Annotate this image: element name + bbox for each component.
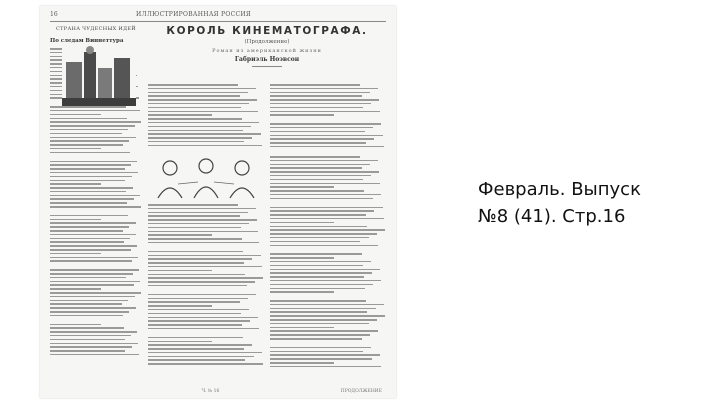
text-line bbox=[270, 338, 362, 340]
text-line bbox=[50, 354, 139, 356]
text-line bbox=[148, 242, 259, 244]
text-line bbox=[50, 249, 131, 251]
text-line bbox=[148, 348, 244, 350]
text-line bbox=[270, 245, 378, 247]
text-line bbox=[50, 125, 135, 127]
text-line bbox=[50, 245, 137, 247]
text-line bbox=[148, 234, 212, 236]
text-line bbox=[148, 212, 248, 214]
text-line bbox=[148, 251, 243, 253]
text-line bbox=[270, 171, 379, 173]
text-line bbox=[270, 323, 369, 325]
text-line bbox=[270, 95, 362, 97]
text-line bbox=[270, 107, 363, 109]
text-line bbox=[148, 324, 242, 326]
text-line bbox=[50, 137, 136, 139]
page-number: 16 bbox=[50, 11, 58, 18]
text-line bbox=[50, 106, 126, 108]
text-line bbox=[50, 273, 133, 275]
text-line bbox=[270, 218, 384, 220]
text-line bbox=[50, 284, 134, 286]
text-line bbox=[270, 280, 381, 282]
text-line bbox=[270, 311, 367, 313]
text-line bbox=[50, 215, 128, 217]
text-line bbox=[50, 164, 131, 166]
text-line bbox=[148, 99, 257, 101]
text-line bbox=[148, 328, 259, 330]
text-line bbox=[270, 84, 360, 86]
text-line bbox=[270, 229, 385, 231]
text-line bbox=[148, 88, 256, 90]
text-line bbox=[148, 141, 244, 143]
story-author: Габриэль Ноэвсон bbox=[234, 56, 300, 63]
text-line bbox=[148, 305, 212, 307]
text-line bbox=[270, 92, 370, 94]
text-line bbox=[270, 135, 383, 137]
text-line bbox=[270, 354, 380, 356]
text-line bbox=[50, 288, 101, 290]
text-line bbox=[50, 296, 135, 298]
text-line bbox=[50, 324, 101, 326]
text-line bbox=[50, 234, 136, 236]
text-line bbox=[270, 261, 371, 263]
text-line bbox=[50, 195, 140, 197]
text-line bbox=[148, 145, 262, 147]
text-line bbox=[148, 84, 238, 86]
text-line bbox=[148, 341, 212, 343]
text-line bbox=[148, 317, 258, 319]
text-line bbox=[50, 129, 128, 131]
text-line bbox=[50, 161, 137, 163]
header-rule bbox=[50, 21, 386, 22]
text-line bbox=[50, 144, 123, 146]
right-column-lower-text bbox=[270, 156, 386, 378]
slide-caption bbox=[478, 176, 714, 236]
text-line bbox=[50, 110, 140, 112]
text-line bbox=[148, 130, 243, 132]
figures-illustration bbox=[148, 154, 268, 200]
text-line bbox=[148, 277, 263, 279]
text-line bbox=[148, 227, 241, 229]
text-line bbox=[50, 180, 125, 182]
text-line bbox=[270, 315, 385, 317]
text-line bbox=[50, 311, 129, 313]
text-line bbox=[148, 114, 212, 116]
text-line bbox=[270, 319, 377, 321]
text-line bbox=[148, 137, 252, 139]
text-line bbox=[270, 103, 371, 105]
text-line bbox=[50, 226, 129, 228]
text-line bbox=[148, 281, 255, 283]
left-section-subheading: По следам Виннеттура bbox=[50, 38, 124, 44]
text-line bbox=[50, 281, 140, 283]
text-line bbox=[50, 303, 122, 305]
text-line bbox=[270, 222, 334, 224]
text-line bbox=[270, 186, 334, 188]
magazine-title: ИЛЛЮСТРИРОВАННАЯ РОССИЯ bbox=[136, 11, 252, 18]
text-line bbox=[50, 331, 137, 333]
text-line bbox=[148, 208, 256, 210]
text-line bbox=[270, 276, 364, 278]
footer-left: Ч. № 16 bbox=[201, 389, 220, 394]
text-line bbox=[50, 292, 141, 294]
story-genre: Роман из американской жизни bbox=[212, 48, 322, 54]
text-line bbox=[148, 111, 258, 113]
text-line bbox=[270, 131, 365, 133]
text-line bbox=[148, 231, 258, 233]
text-line bbox=[50, 346, 132, 348]
text-line bbox=[50, 335, 131, 337]
text-line bbox=[148, 118, 242, 120]
text-line bbox=[270, 183, 380, 185]
text-line bbox=[270, 127, 373, 129]
text-line bbox=[270, 210, 374, 212]
story-title: КОРОЛЬ КИНЕМАТОГРАФА. bbox=[166, 25, 368, 37]
text-line bbox=[270, 167, 362, 169]
text-line bbox=[270, 123, 381, 125]
text-line bbox=[148, 95, 240, 97]
text-line bbox=[50, 269, 139, 271]
text-line bbox=[50, 230, 123, 232]
text-line bbox=[50, 327, 124, 329]
running-head bbox=[50, 11, 386, 20]
middle-column-upper-text bbox=[148, 84, 264, 154]
text-line bbox=[50, 219, 101, 221]
text-line bbox=[270, 237, 369, 239]
text-line bbox=[148, 219, 257, 221]
text-line bbox=[270, 99, 379, 101]
right-column-upper-text bbox=[270, 84, 386, 154]
text-line bbox=[148, 313, 241, 315]
text-line bbox=[270, 334, 370, 336]
story-title-block bbox=[148, 24, 386, 82]
text-line bbox=[50, 118, 127, 120]
text-line bbox=[270, 362, 334, 364]
page-footer bbox=[202, 389, 382, 394]
text-line bbox=[270, 327, 334, 329]
text-line bbox=[50, 260, 132, 262]
text-line bbox=[270, 304, 384, 306]
magazine-page-scan bbox=[40, 6, 396, 398]
text-line bbox=[148, 285, 247, 287]
text-line bbox=[148, 266, 262, 268]
text-line bbox=[270, 88, 378, 90]
text-line bbox=[50, 191, 126, 193]
text-line bbox=[270, 226, 367, 228]
text-line bbox=[50, 206, 141, 208]
text-line bbox=[50, 168, 125, 170]
text-line bbox=[270, 198, 373, 200]
text-line bbox=[270, 194, 381, 196]
text-line bbox=[148, 262, 244, 264]
text-line bbox=[148, 122, 259, 124]
text-line bbox=[270, 111, 380, 113]
text-line bbox=[270, 257, 334, 259]
text-line bbox=[148, 204, 238, 206]
text-line bbox=[50, 315, 123, 317]
text-line bbox=[148, 126, 251, 128]
text-line bbox=[148, 103, 249, 105]
text-line bbox=[270, 366, 381, 368]
text-line bbox=[270, 253, 362, 255]
text-line bbox=[50, 307, 136, 309]
text-line bbox=[148, 223, 249, 225]
text-line bbox=[50, 343, 138, 345]
text-line bbox=[148, 92, 248, 94]
text-line bbox=[270, 308, 376, 310]
text-line bbox=[50, 114, 101, 116]
text-line bbox=[50, 198, 134, 200]
text-line bbox=[50, 339, 125, 341]
text-line bbox=[270, 114, 334, 116]
text-line bbox=[148, 363, 263, 365]
text-line bbox=[148, 298, 248, 300]
text-line bbox=[270, 291, 334, 293]
text-line bbox=[50, 241, 124, 243]
text-line bbox=[270, 272, 372, 274]
text-line bbox=[148, 258, 252, 260]
text-line bbox=[50, 257, 138, 259]
text-line bbox=[270, 190, 364, 192]
text-line bbox=[50, 350, 125, 352]
text-line bbox=[148, 359, 245, 361]
title-rule bbox=[252, 66, 282, 67]
text-line bbox=[148, 344, 252, 346]
text-line bbox=[270, 214, 366, 216]
text-line bbox=[270, 288, 365, 290]
text-line bbox=[270, 241, 360, 243]
text-line bbox=[50, 133, 122, 135]
story-subtitle: (Продолжение) bbox=[244, 39, 290, 45]
text-line bbox=[270, 233, 377, 235]
text-line bbox=[270, 284, 373, 286]
text-line bbox=[50, 172, 138, 174]
text-line bbox=[148, 215, 240, 217]
text-line bbox=[50, 121, 141, 123]
text-line bbox=[148, 270, 212, 272]
text-line bbox=[148, 294, 256, 296]
text-line bbox=[270, 269, 380, 271]
caption-line-1: Февраль. Выпуск bbox=[478, 179, 641, 200]
text-line bbox=[270, 179, 363, 181]
text-line bbox=[270, 330, 378, 332]
text-line bbox=[148, 337, 243, 339]
text-line bbox=[148, 274, 245, 276]
text-line bbox=[148, 309, 249, 311]
text-line bbox=[148, 133, 261, 135]
text-line bbox=[50, 222, 136, 224]
text-line bbox=[270, 351, 363, 353]
text-line bbox=[50, 148, 101, 150]
footer-right: ПРОДОЛЖЕНИЕ bbox=[340, 389, 382, 394]
text-line bbox=[50, 238, 130, 240]
text-line bbox=[50, 183, 101, 185]
text-line bbox=[50, 176, 132, 178]
text-line bbox=[148, 238, 242, 240]
text-line bbox=[50, 187, 133, 189]
text-line bbox=[148, 320, 250, 322]
text-line bbox=[270, 156, 360, 158]
text-line bbox=[50, 140, 129, 142]
text-line bbox=[270, 358, 372, 360]
text-line bbox=[270, 265, 363, 267]
text-line bbox=[270, 164, 370, 166]
text-line bbox=[50, 253, 101, 255]
text-line bbox=[50, 300, 128, 302]
text-line bbox=[148, 352, 262, 354]
text-line bbox=[270, 146, 384, 148]
middle-column-lower-text bbox=[148, 204, 264, 374]
left-section-heading: СТРАНА ЧУДЕСНЫХ ИДЕЙ bbox=[56, 26, 136, 32]
text-line bbox=[50, 152, 130, 154]
text-line bbox=[148, 255, 261, 257]
text-line bbox=[148, 301, 240, 303]
text-line bbox=[270, 138, 374, 140]
text-line bbox=[270, 207, 383, 209]
text-line bbox=[270, 347, 371, 349]
text-line bbox=[270, 160, 378, 162]
text-line bbox=[270, 175, 371, 177]
text-line bbox=[270, 300, 366, 302]
text-line bbox=[148, 356, 254, 358]
text-line bbox=[148, 107, 241, 109]
text-line bbox=[270, 142, 366, 144]
text-line bbox=[50, 277, 126, 279]
text-line bbox=[50, 202, 127, 204]
left-engraving-illustration bbox=[62, 44, 136, 106]
caption-line-2: №8 (41). Стр.16 bbox=[478, 206, 626, 227]
